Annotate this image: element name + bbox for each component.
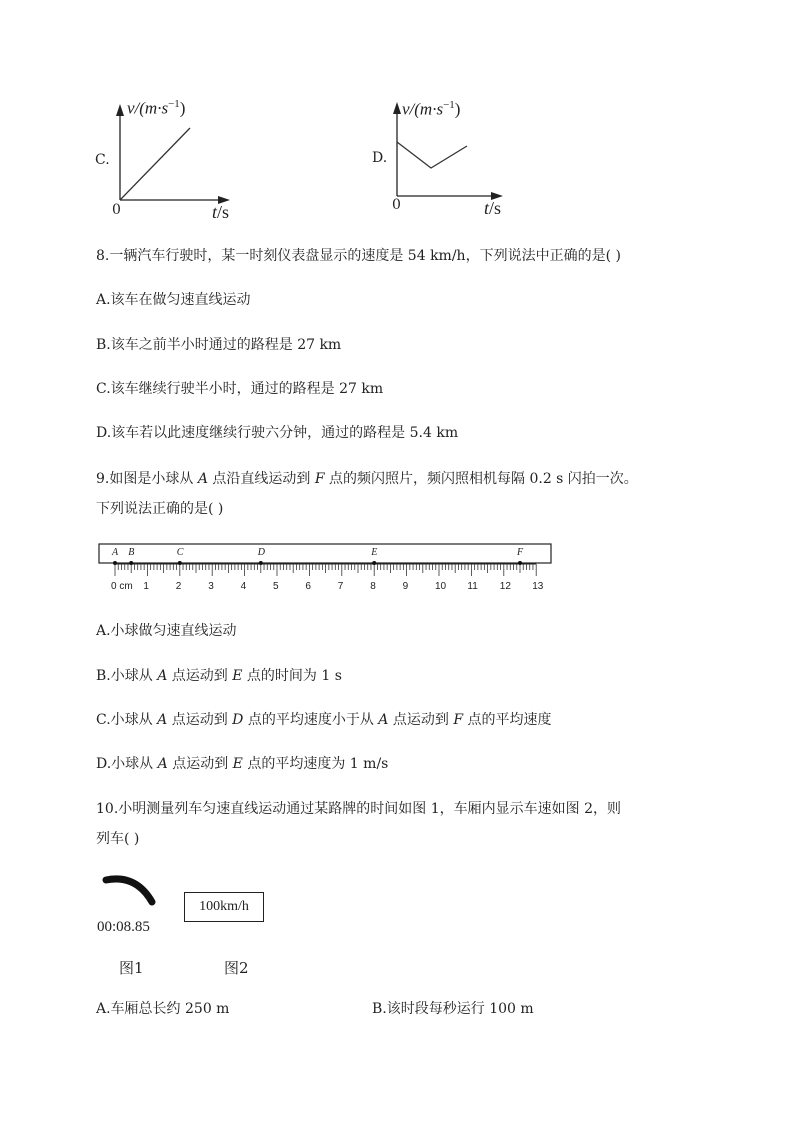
ruler-tick-label: 8 <box>370 581 376 592</box>
stopwatch-arc <box>100 870 160 910</box>
fig1-caption: 图1 <box>119 959 144 977</box>
ruler-tick-label: 13 <box>532 581 544 592</box>
q9-option-c: C.小球从 A 点运动到 D 点的平均速度小于从 A 点运动到 F 点的平均速度 <box>96 712 552 728</box>
ruler-photo-frame <box>99 544 551 563</box>
graph-c <box>90 92 250 227</box>
graph-c-line <box>120 128 190 200</box>
ruler-point-label: A <box>112 547 119 558</box>
q10-option-a: A.车厢总长约 250 m <box>96 1001 230 1017</box>
ruler-tick-label: 12 <box>499 581 511 592</box>
ruler-tick-label: 5 <box>273 581 279 592</box>
ruler-point-dot <box>259 561 263 565</box>
q9-stem-line2: 下列说法正确的是( ) <box>96 501 224 517</box>
graph-c-y-label: $v/(m\cdot s^{-1})$ <box>127 98 186 118</box>
graph-d-y-label: $v/(m\cdot s^{-1})$ <box>402 99 461 119</box>
ruler-tick-label: 6 <box>305 581 311 592</box>
q9-option-b: B.小球从 A 点运动到 E 点的时间为 1 s <box>96 668 342 684</box>
q8-option-d: D.该车若以此速度继续行驶六分钟，通过的路程是 5.4 km <box>96 425 459 441</box>
ruler-point-label: E <box>371 547 378 558</box>
q8-option-b: B.该车之前半小时通过的路程是 27 km <box>96 337 342 353</box>
ruler-figure <box>98 543 554 605</box>
ruler-tick-label: 9 <box>402 581 409 592</box>
ruler-point-dot <box>518 561 522 565</box>
timer-reading: 00:08.85 <box>97 919 150 935</box>
ruler-tick-label: 3 <box>208 581 214 592</box>
fig2-caption: 图2 <box>224 959 249 977</box>
ruler-tick-label: 1 <box>143 581 149 592</box>
ruler-tick-label: 10 <box>435 581 447 592</box>
ruler-tick-label: 11 <box>467 581 478 592</box>
ruler-tick-label: 7 <box>337 581 344 592</box>
ruler-point-label: B <box>128 547 135 558</box>
ruler-svg <box>98 543 554 605</box>
q8-option-c: C.该车继续行驶半小时，通过的路程是 27 km <box>96 381 384 397</box>
ruler-tick-label: 2 <box>175 581 182 592</box>
graph-c-y-arrow <box>116 104 124 116</box>
ruler-unit-label: 0 cm <box>111 581 133 592</box>
ruler-point-label: F <box>517 547 524 558</box>
q10-stem-line2: 列车( ) <box>96 831 140 847</box>
graph-d-line <box>397 142 467 168</box>
ruler-point-label: D <box>257 547 266 558</box>
ruler-point-label: C <box>176 547 184 558</box>
graph-d-label: D. <box>372 150 388 166</box>
q9-option-a: A.小球做匀速直线运动 <box>96 623 237 639</box>
q8-stem: 8.一辆汽车行驶时，某一时刻仪表盘显示的速度是 54 km/h，下列说法中正确的是( ) <box>96 248 621 264</box>
graph-d-origin: 0 <box>392 197 401 213</box>
ruler-tick-label: 4 <box>240 581 247 592</box>
ruler-point-dot <box>113 561 117 565</box>
graph-c-x-label: t/s <box>212 202 230 222</box>
graph-c-origin: 0 <box>112 202 121 218</box>
q10-stem-line1: 10.小明测量列车匀速直线运动通过某路牌的时间如图 1，车厢内显示车速如图 2，则 <box>96 801 621 817</box>
ruler-point-dot <box>129 561 133 565</box>
graph-d-y-arrow <box>393 102 401 114</box>
q9-stem-line1: 9.如图是小球从 A 点沿直线运动到 F 点的频闪照片，频闪照相机每隔 0.2 s 闪拍一次。 <box>96 471 638 487</box>
ruler-point-dot <box>372 561 376 565</box>
graph-d <box>368 90 528 225</box>
graph-d-x-label: t/s <box>484 198 502 218</box>
q8-option-a: A.该车在做匀速直线运动 <box>96 292 251 308</box>
speed-display <box>184 892 264 922</box>
ruler-point-dot <box>178 561 182 565</box>
speed-value: 100km/h <box>199 899 249 914</box>
q9-option-d: D.小球从 A 点运动到 E 点的平均速度为 1 m/s <box>96 756 389 772</box>
q10-option-b: B.该时段每秒运行 100 m <box>372 1001 534 1017</box>
graph-c-label: C. <box>95 152 110 168</box>
